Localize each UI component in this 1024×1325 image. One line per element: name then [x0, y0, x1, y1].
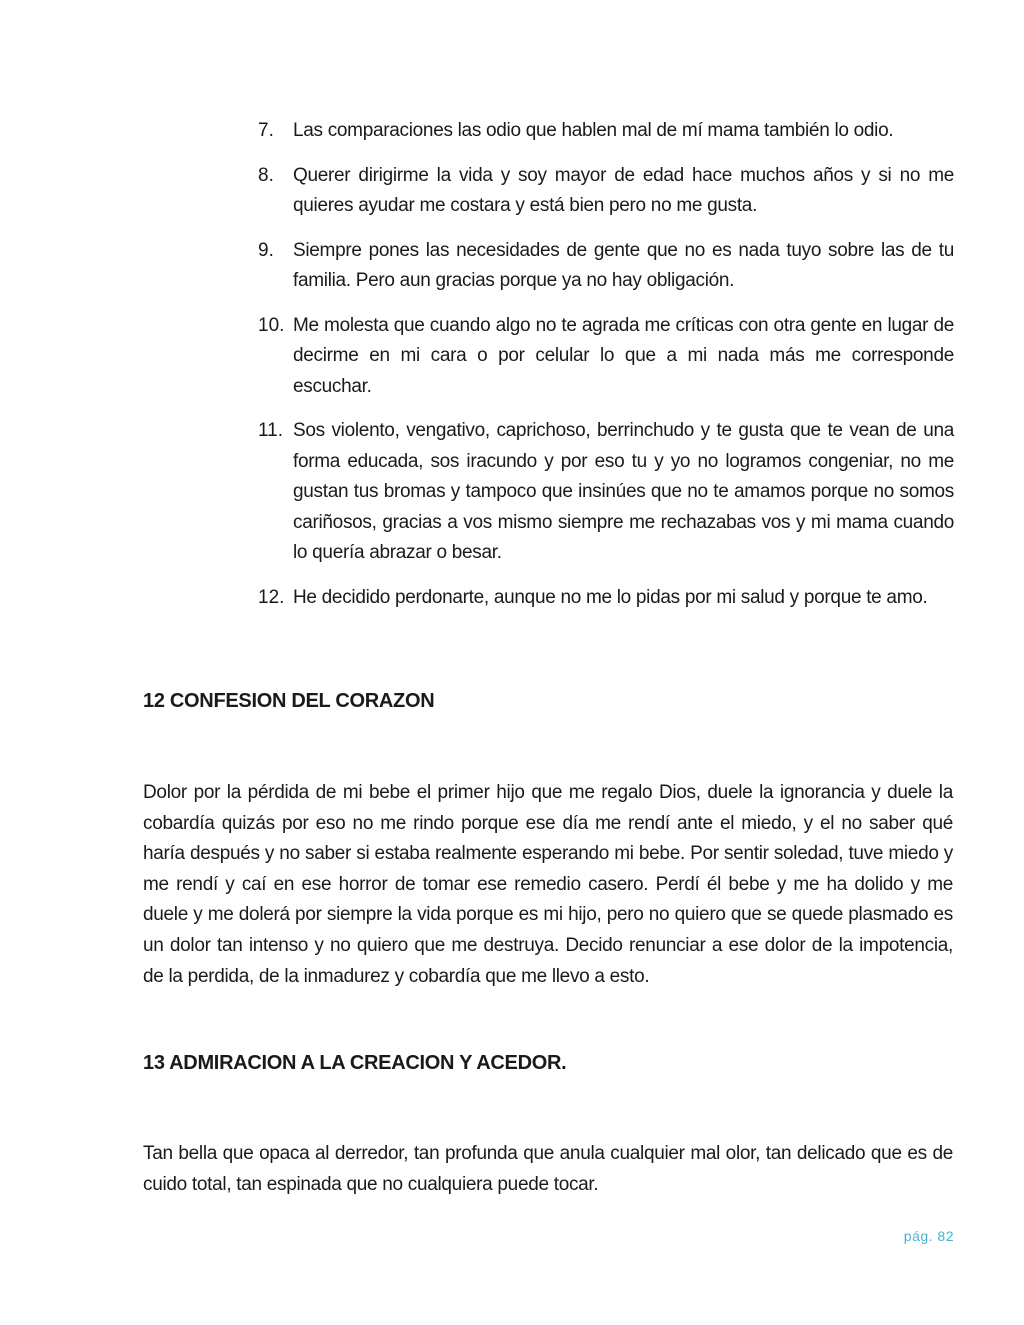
list-item-text: He decidido perdonarte, aunque no me lo pidas por mi salud y porque te amo. [293, 586, 928, 608]
list-item-10 [258, 311, 954, 403]
list-item-12 [258, 583, 954, 614]
list-item-text: Me molesta que cuando algo no te agrada me críticas con otra gente en lugar de decirme en mi cara o por celular lo que a mi nada más me corresponde escuchar. [293, 314, 954, 397]
list-item-number: 7. [258, 120, 274, 141]
list-item-number: 11. [258, 420, 284, 441]
list-item-number: 8. [258, 164, 274, 186]
list-item-text: Las comparaciones las odio que hablen mal de mí mama también lo odio. [293, 120, 894, 141]
section-paragraph-13: Tan bella que opaca al derredor, tan profunda que anula cualquier mal olor, tan delicado que es de cuido total, tan espinada que no cualquiera puede tocar. [143, 1143, 953, 1195]
numbered-list [258, 116, 954, 627]
list-item-7 [258, 116, 954, 147]
list-item-number: 12. [258, 586, 285, 608]
list-item-text: Siempre pones las necesidades de gente que no es nada tuyo sobre las de tu familia. Pero aun gracias porque ya no hay obligación. [293, 239, 954, 291]
list-item-text: Querer dirigirme la vida y soy mayor de edad hace muchos años y si no me quieres ayudar me costara y está bien pero no me gusta. [293, 164, 954, 216]
list-item-8 [258, 161, 954, 222]
list-item-number: 9. [258, 239, 274, 261]
section-heading-12: 12 CONFESION DEL CORAZON [143, 690, 435, 712]
list-item-number: 10. [258, 314, 285, 336]
list-item-11 [258, 416, 954, 569]
section-heading-13: 13 ADMIRACION A LA CREACION Y ACEDOR. [143, 1052, 567, 1074]
list-item-9 [258, 236, 954, 297]
list-item-text: Sos violento, vengativo, caprichoso, berrinchudo y te gusta que te vean de una forma educada, sos iracundo y por eso tu y yo no logramos congeniar, no me gustan tus bromas y tampoco que insinúes que no te amamos porque no somos cariñosos, gracias a vos mismo siempre me rechazabas vos y mi mama cuando lo quería abrazar o besar. [293, 420, 954, 563]
page-number: pág. 82 [903, 1228, 954, 1244]
section-paragraph-12: Dolor por la pérdida de mi bebe el primer hijo que me regalo Dios, duele la ignorancia y duele la cobardía quizás por eso no me rindo porque ese día me rendí ante el miedo, y el no saber qué haría después y no saber si estaba realmente esperando mi bebe. Por sentir soledad, tuve miedo y me rendí y caí en ese horror de tomar ese remedio casero. Perdí él bebe y me ha dolido y me duele y me dolerá por siempre la vida porque es mi hijo, pero no quiero que se quede plasmado es un dolor tan intenso y no quiero que me destruya. Decido renunciar a ese dolor de la impotencia, de la perdida, de la inmadurez y cobardía que me llevo a esto. [143, 782, 953, 987]
